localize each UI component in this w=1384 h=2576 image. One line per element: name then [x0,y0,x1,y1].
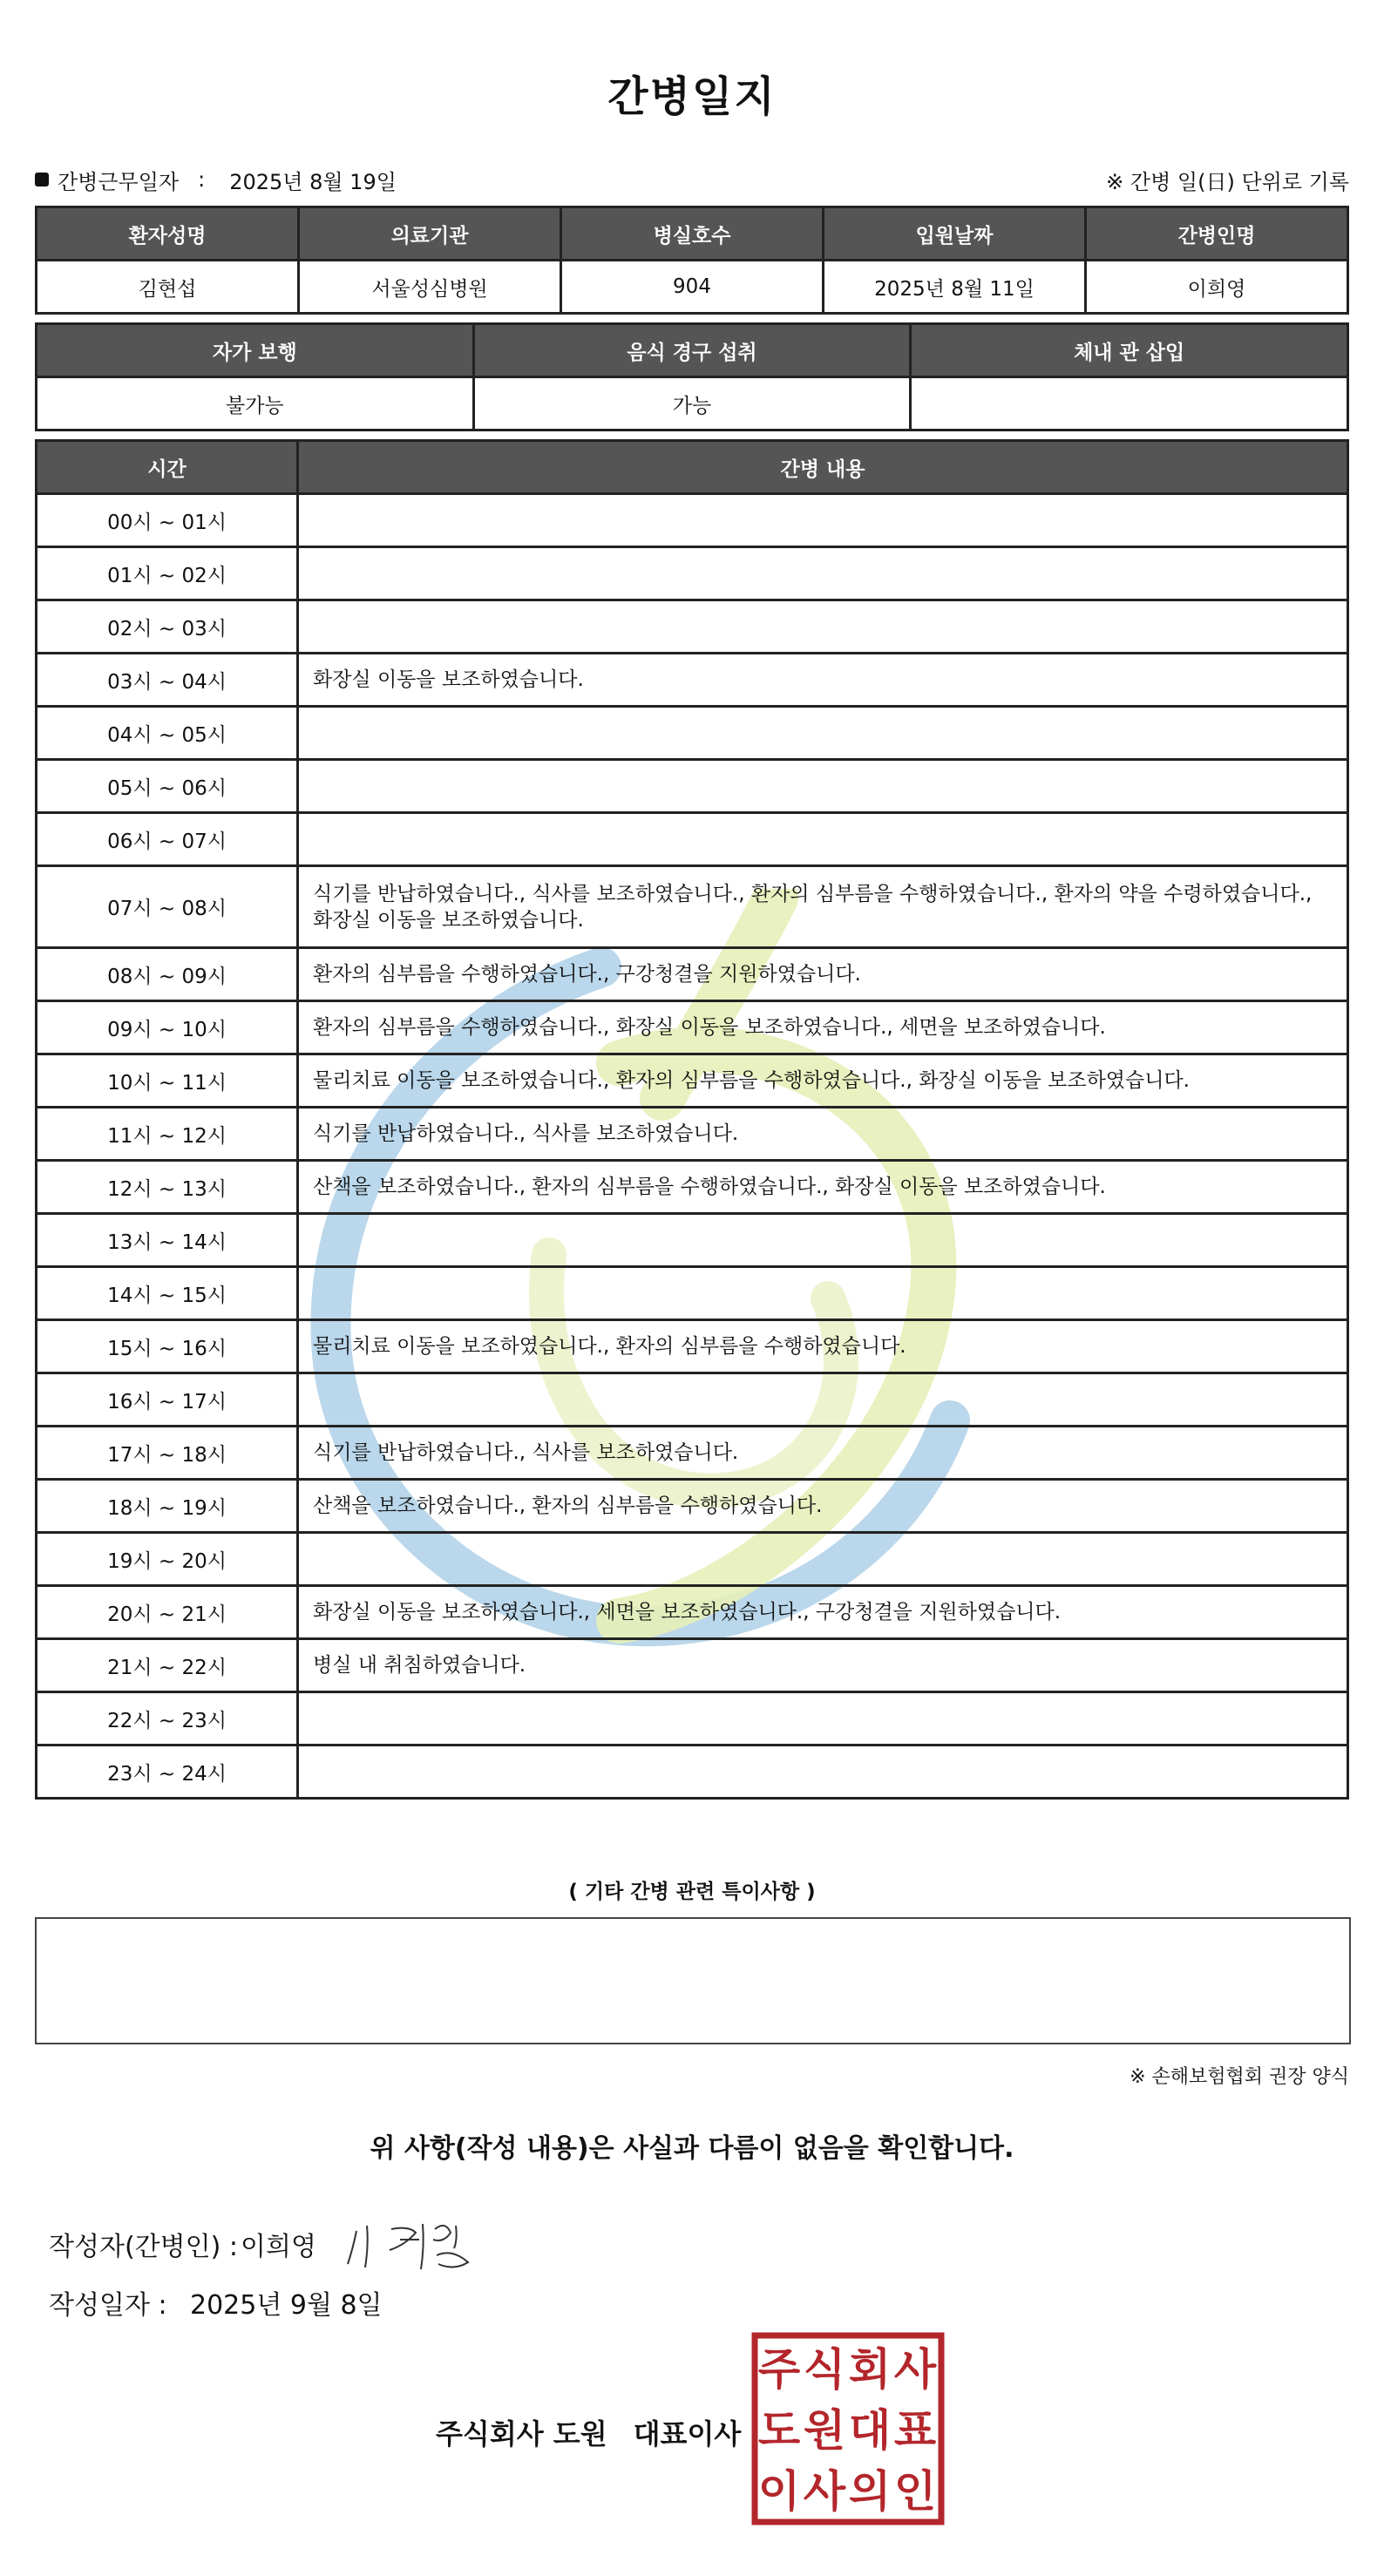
writer-line [49,2213,487,2274]
log-content [298,1533,1348,1586]
seal-char: 이 [757,2466,801,2517]
written-date-value: 2025년 9월 8일 [190,2290,383,2321]
log-content [298,1373,1348,1427]
written-date-line [49,2283,383,2322]
hospital-name: 서울성심병원 [299,261,561,314]
log-time: 11시 ~ 12시 [37,1108,298,1161]
log-row [37,1267,1348,1320]
log-content: 산책을 보조하였습니다., 환자의 심부름을 수행하였습니다. [298,1480,1348,1533]
log-content [298,1692,1348,1746]
log-row [37,948,1348,1001]
log-row [37,760,1348,813]
notes-title: ( 기타 간병 관련 특이사항 ) [568,1881,816,1903]
header-patient-name: 환자성명 [37,207,299,261]
log-row [37,1108,1348,1161]
status-value-row [37,377,1348,430]
log-content: 식기를 반납하였습니다., 식사를 보조하였습니다. [298,1427,1348,1480]
seal-char: 의 [848,2466,892,2517]
work-date-label: 간병근무일자 [58,169,180,194]
log-time: 08시 ~ 09시 [37,948,298,1001]
log-time: 03시 ~ 04시 [37,654,298,707]
log-time: 18시 ~ 19시 [37,1480,298,1533]
log-row [37,1001,1348,1054]
log-row [37,1533,1348,1586]
log-time: 10시 ~ 11시 [37,1054,298,1108]
log-row [37,547,1348,600]
seal-char: 사 [803,2466,846,2517]
company-line [436,2412,741,2452]
company-name: 주식회사 도원 [436,2417,607,2451]
bullet-square-icon [35,173,49,186]
oral-intake-value: 가능 [473,377,911,430]
work-date [35,165,397,195]
log-row [37,1373,1348,1427]
room-number: 904 [561,261,824,314]
log-row [37,1639,1348,1692]
header-oral-intake: 음식 경구 섭취 [473,324,911,377]
log-time: 05시 ~ 06시 [37,760,298,813]
log-content: 병실 내 취침하였습니다. [298,1639,1348,1692]
log-content: 화장실 이동을 보조하였습니다., 세면을 보조하였습니다., 구강청결을 지원하였습니다. [298,1586,1348,1639]
status-table [35,322,1349,431]
patient-info-table [35,206,1349,315]
signature [339,2213,487,2274]
header-time: 시간 [37,441,298,494]
log-time: 20시 ~ 21시 [37,1586,298,1639]
log-row [37,1427,1348,1480]
log-content: 환자의 심부름을 수행하였습니다., 구강청결을 지원하였습니다. [298,948,1348,1001]
log-time: 09시 ~ 10시 [37,1001,298,1054]
log-time: 07시 ~ 08시 [37,866,298,948]
patient-header-row [37,207,1348,261]
admission-date: 2025년 8월 11일 [824,261,1086,314]
seal-char: 표 [893,2405,937,2456]
log-row [37,654,1348,707]
log-content [298,813,1348,866]
log-content: 화장실 이동을 보조하였습니다. [298,654,1348,707]
log-time: 13시 ~ 14시 [37,1214,298,1267]
log-time: 15시 ~ 16시 [37,1320,298,1373]
company-role: 대표이사 [633,2417,742,2451]
log-content [298,1746,1348,1799]
confirm-statement: 위 사항(작성 내용)은 사실과 다름이 없음을 확인합니다. [370,2133,1014,2164]
walking-value: 불가능 [37,377,474,430]
work-date-value: 2025년 8월 19일 [229,169,397,194]
log-time: 22시 ~ 23시 [37,1692,298,1746]
log-time: 02시 ~ 03시 [37,600,298,654]
writer-label: 작성자(간병인) : [49,2232,238,2262]
log-content [298,760,1348,813]
company-seal [751,2332,945,2525]
log-row [37,1161,1348,1214]
tube-value [911,377,1348,430]
caregiver-name: 이희영 [1086,261,1348,314]
log-row [37,813,1348,866]
log-content [298,600,1348,654]
log-row [37,707,1348,760]
header-walking: 자가 보행 [37,324,474,377]
header-admission-date: 입원날짜 [824,207,1086,261]
record-note: ※ 간병 일(日) 단위로 기록 [1106,169,1349,194]
log-time: 14시 ~ 15시 [37,1267,298,1320]
log-content: 환자의 심부름을 수행하였습니다., 화장실 이동을 보조하였습니다., 세면을 보조하였습니다. [298,1001,1348,1054]
log-time: 04시 ~ 05시 [37,707,298,760]
seal-char: 식 [803,2344,846,2395]
log-content [298,494,1348,547]
seal-char: 주 [757,2344,801,2395]
log-content: 식기를 반납하였습니다., 식사를 보조하였습니다. [298,1108,1348,1161]
page-title: 간병일지 [607,72,777,121]
log-time: 21시 ~ 22시 [37,1639,298,1692]
log-time: 19시 ~ 20시 [37,1533,298,1586]
log-row [37,866,1348,948]
seal-char: 회 [848,2344,892,2395]
header-tube: 체내 관 삽입 [911,324,1348,377]
log-time: 01시 ~ 02시 [37,547,298,600]
seal-char: 원 [803,2405,846,2456]
log-time: 00시 ~ 01시 [37,494,298,547]
log-row [37,1692,1348,1746]
log-row [37,1480,1348,1533]
writer-name: 이희영 [241,2232,316,2262]
log-time: 16시 ~ 17시 [37,1373,298,1427]
seal-char: 대 [848,2405,892,2456]
log-body [37,494,1348,1799]
log-content: 식기를 반납하였습니다., 식사를 보조하였습니다., 환자의 심부름을 수행하였습니다., 환자의 약을 수령하였습니다., 화장실 이동을 보조하였습니다. [298,866,1348,948]
log-row [37,600,1348,654]
log-header-row [37,441,1348,494]
log-time: 06시 ~ 07시 [37,813,298,866]
log-row [37,1214,1348,1267]
seal-char: 도 [757,2405,801,2456]
log-content [298,707,1348,760]
log-content [298,1267,1348,1320]
log-time: 23시 ~ 24시 [37,1746,298,1799]
care-log-table [35,439,1349,1800]
log-row [37,494,1348,547]
source-note: ※ 손해보험협회 권장 양식 [1130,2066,1349,2088]
header-caregiver: 간병인명 [1086,207,1348,261]
patient-value-row [37,261,1348,314]
meta-row [35,162,1349,197]
seal-char: 인 [893,2466,937,2517]
status-header-row [37,324,1348,377]
log-content: 물리치료 이동을 보조하였습니다., 환자의 심부름을 수행하였습니다., 화장실 이동을 보조하였습니다. [298,1054,1348,1108]
notes-box [35,1917,1351,2044]
log-time: 17시 ~ 18시 [37,1427,298,1480]
log-content [298,547,1348,600]
header-room: 병실호수 [561,207,824,261]
log-content: 물리치료 이동을 보조하였습니다., 환자의 심부름을 수행하였습니다. [298,1320,1348,1373]
log-row [37,1586,1348,1639]
log-time: 12시 ~ 13시 [37,1161,298,1214]
log-content: 산책을 보조하였습니다., 환자의 심부름을 수행하였습니다., 화장실 이동을 보조하였습니다. [298,1161,1348,1214]
patient-name: 김현섭 [37,261,299,314]
log-row [37,1746,1348,1799]
log-row [37,1320,1348,1373]
log-row [37,1054,1348,1108]
seal-char: 사 [893,2344,937,2395]
log-content [298,1214,1348,1267]
header-hospital: 의료기관 [299,207,561,261]
work-date-sep: : [198,167,206,192]
written-date-label: 작성일자 : [49,2290,167,2321]
header-care-content: 간병 내용 [298,441,1348,494]
